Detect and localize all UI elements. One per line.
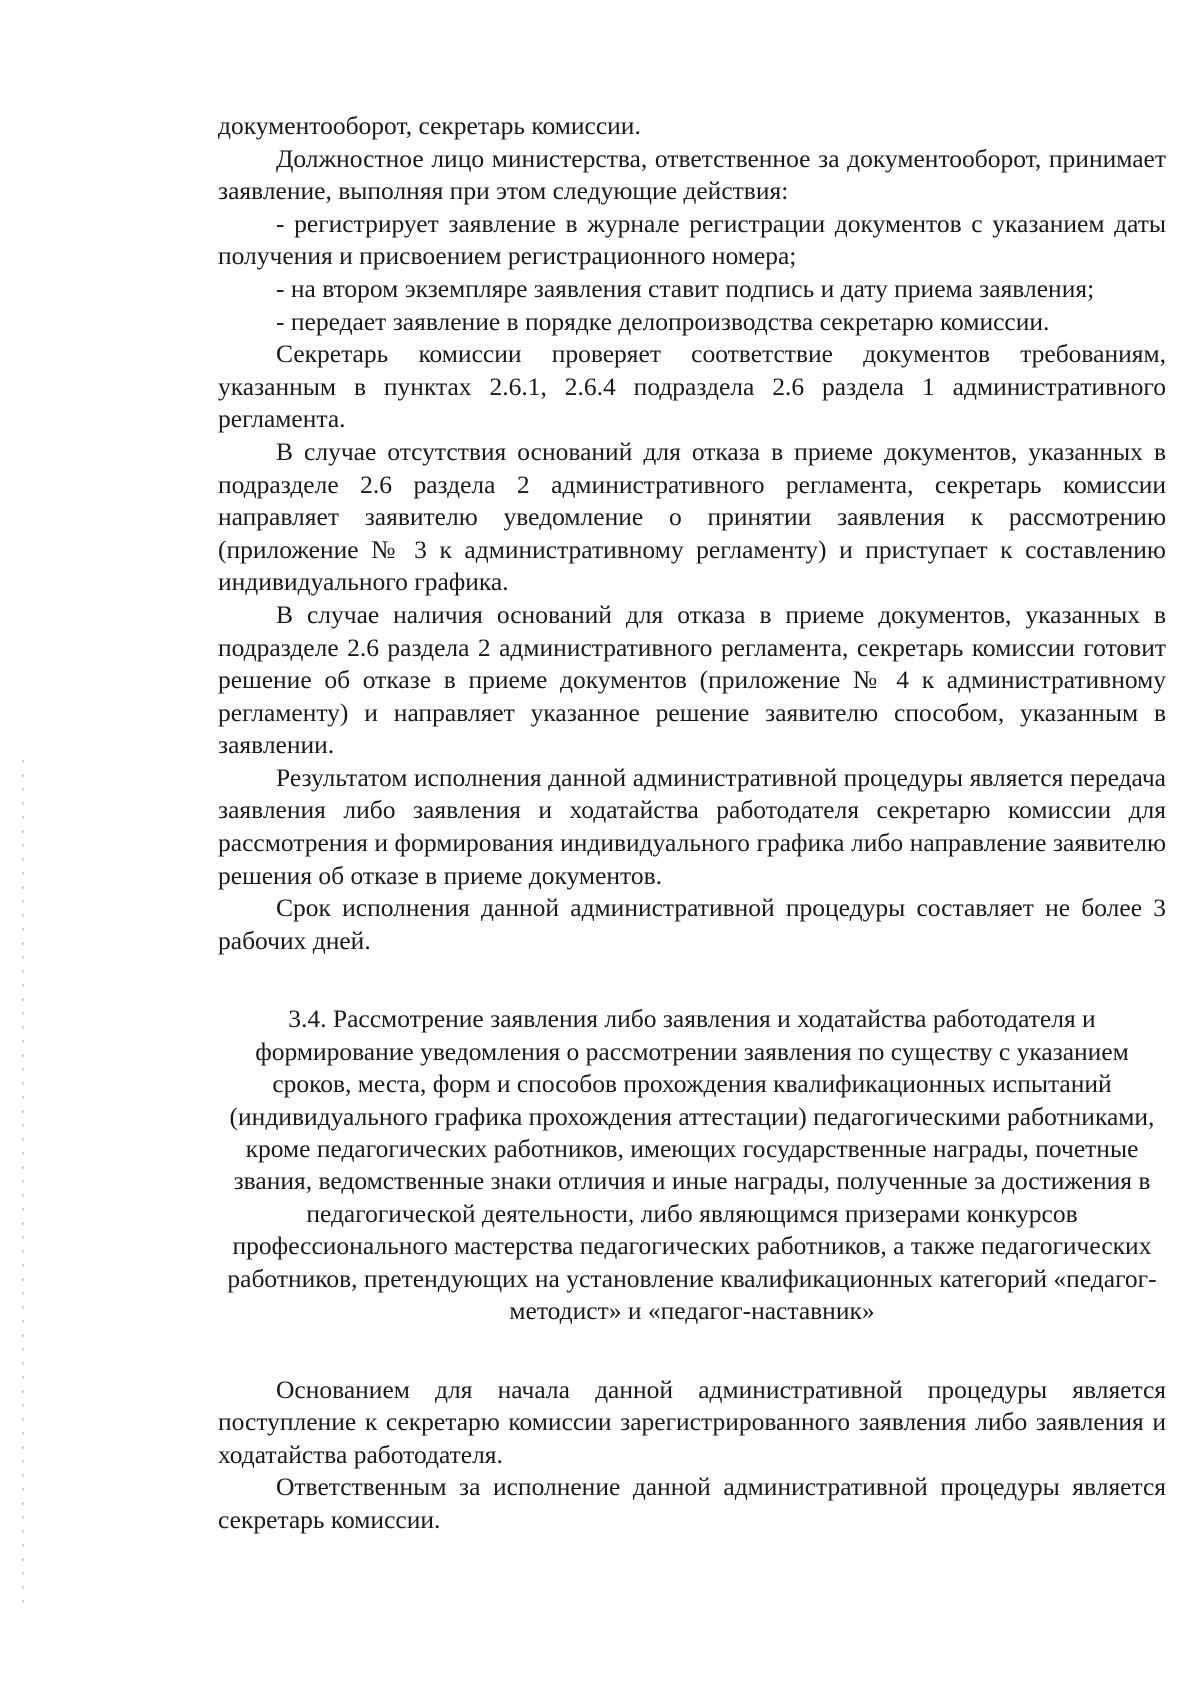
paragraph-deadline: Срок исполнения данной административной процедуры составляет не более 3 рабочих дней. [218,893,1166,955]
list-item-sign-copy: - на втором экземпляре заявления ставит подпись и дату приема заявления; [276,273,1095,303]
paragraph-grounds-refusal: В случае наличия оснований для отказа в приеме документов, указанных в подразделе 2.6 раздела 2 административного регламента, секретарь комиссии готовит решение об отказе в приеме документов (приложение № 4 к административному регламенту) и направляет указанное решение заявителю способом, указанным в заявлении. [218,599,1166,760]
paragraph-result: Результатом исполнения данной административной процедуры является передача заявления либо заявления и ходатайства работодателя секретарю комиссии для рассмотрения и формирования индивидуального графика либо направление заявителю решения об отказе в приеме документов. [218,762,1166,890]
paragraph-secretary-check: Секретарь комиссии проверяет соответствие документов требованиям, указанным в пунктах 2.6.1, 2.6.4 подраздела 2.6 раздела 1 административного регламента. [218,339,1166,434]
section-heading-3-4: 3.4. Рассмотрение заявления либо заявления и ходатайства работодателя и формирование уведомления о рассмотрении заявления по существу с указанием сроков, места, форм и способов прохождения квалификационных испытаний (индивидуального графика прохождения аттестации) педагогическими работниками, кроме педагогических работников, имеющих государственные награды, почетные звания, ведомственные знаки отличия и иные награды, полученные за достижения в педагогической деятельности, либо являющимся призерами конкурсов профессионального мастерства педагогических работников, а также педагогических работников, претендующих на установление квалификационных категорий «педагог-методист» и «педагог-наставник» [227,1004,1157,1326]
document-page [218,110,1166,1536]
paragraph-responsible: Ответственным за исполнение данной административной процедуры является секретарь комиссии. [218,1472,1166,1534]
paragraph-basis: Основанием для начала данной административной процедуры является поступление к секретарю комиссии зарегистрированного заявления либо заявления и ходатайства работодателя. [218,1374,1166,1469]
paragraph-responsible-official: Должностное лицо министерства, ответственное за документооборот, принимает заявление, выполняя при этом следующие действия: [218,143,1166,206]
list-item-forward: - передает заявление в порядке делопроизводства секретарю комиссии. [276,306,1050,336]
list-item-register: - регистрирует заявление в журнале регистрации документов с указанием даты получения и присвоением регистрационного номера; [218,208,1166,271]
paragraph-continuation: документооборот, секретарь комиссии. [218,111,641,140]
paragraph-no-grounds-refusal: В случае отсутствия оснований для отказа в приеме документов, указанных в подразделе 2.6 раздела 2 административного регламента, секретарь комиссии направляет заявителю уведомление о принятии заявления к рассмотрению (приложение № 3 к административному регламенту) и приступает к составлению индивидуального графика. [218,436,1166,597]
scan-margin-marks [22,760,24,1610]
